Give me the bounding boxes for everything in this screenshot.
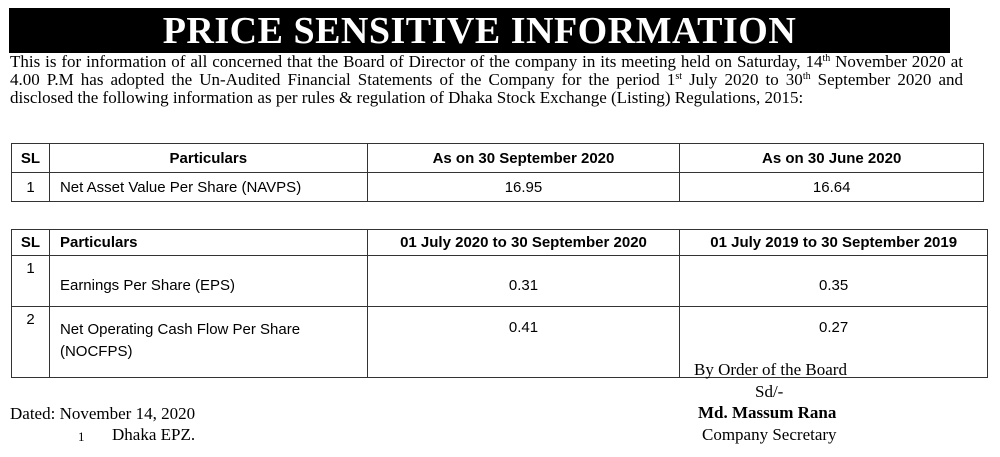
signatory-name: Md. Massum Rana [698, 403, 837, 422]
by-order-text: By Order of the Board [694, 360, 847, 379]
signature-mark: Sd/- [755, 382, 784, 401]
cell-sl: 1 [12, 173, 50, 202]
intro-text-1: This is for information of all concerned that the Board of Director of the company in its meeting held on Saturday, 14 [10, 52, 823, 71]
dated-text: Dated: November 14, 2020 [10, 404, 196, 423]
header-sl: SL [12, 144, 50, 173]
eps-table [11, 229, 988, 378]
cell-current: 16.95 [367, 173, 680, 202]
header-particulars: Particulars [49, 230, 367, 256]
cell-previous: 0.27 [680, 307, 988, 378]
header-sl: SL [12, 230, 50, 256]
cell-sl: 1 [12, 256, 50, 307]
cell-sl: 2 [12, 307, 50, 378]
intro-sup-1: th [822, 53, 831, 64]
intro-text-3: July 2020 to 30 [682, 70, 803, 89]
table-row [12, 173, 984, 202]
header-previous-period: 01 July 2019 to 30 September 2019 [680, 230, 988, 256]
table-header-row [12, 230, 988, 256]
table-header-row [12, 144, 984, 173]
intro-text-2: November 2020 at 4.00 P.M has adopted the Un-Audited Financial Statements of the Company for the period 1 [10, 52, 963, 89]
header-particulars: Particulars [49, 144, 367, 173]
cell-current: 0.31 [367, 256, 680, 307]
intro-paragraph [10, 53, 963, 107]
cell-current: 0.41 [367, 307, 680, 378]
navps-table [11, 143, 984, 202]
cell-particular: Net Operating Cash Flow Per Share (NOCFPS) [49, 307, 367, 378]
intro-sup-3: th [802, 71, 811, 82]
intro-sup-2: st [675, 71, 683, 82]
header-previous-period: As on 30 June 2020 [680, 144, 984, 173]
signatory-designation: Company Secretary [702, 425, 837, 444]
header-current-period: 01 July 2020 to 30 September 2020 [367, 230, 680, 256]
table-row [12, 256, 988, 307]
header-current-period: As on 30 September 2020 [367, 144, 680, 173]
page-title: PRICE SENSITIVE INFORMATION [9, 8, 950, 53]
cell-particular: Net Asset Value Per Share (NAVPS) [49, 173, 367, 202]
cell-previous: 16.64 [680, 173, 984, 202]
cell-particular: Earnings Per Share (EPS) [49, 256, 367, 307]
location-text: Dhaka EPZ. [112, 425, 196, 444]
intro-text-4: September 2020 and disclosed the following information as per rules & regulation of Dhaka Stock Exchange (Listing) Regulations, 2015: [10, 70, 964, 107]
cell-previous: 0.35 [680, 256, 988, 307]
list-number: 1 [78, 429, 85, 444]
